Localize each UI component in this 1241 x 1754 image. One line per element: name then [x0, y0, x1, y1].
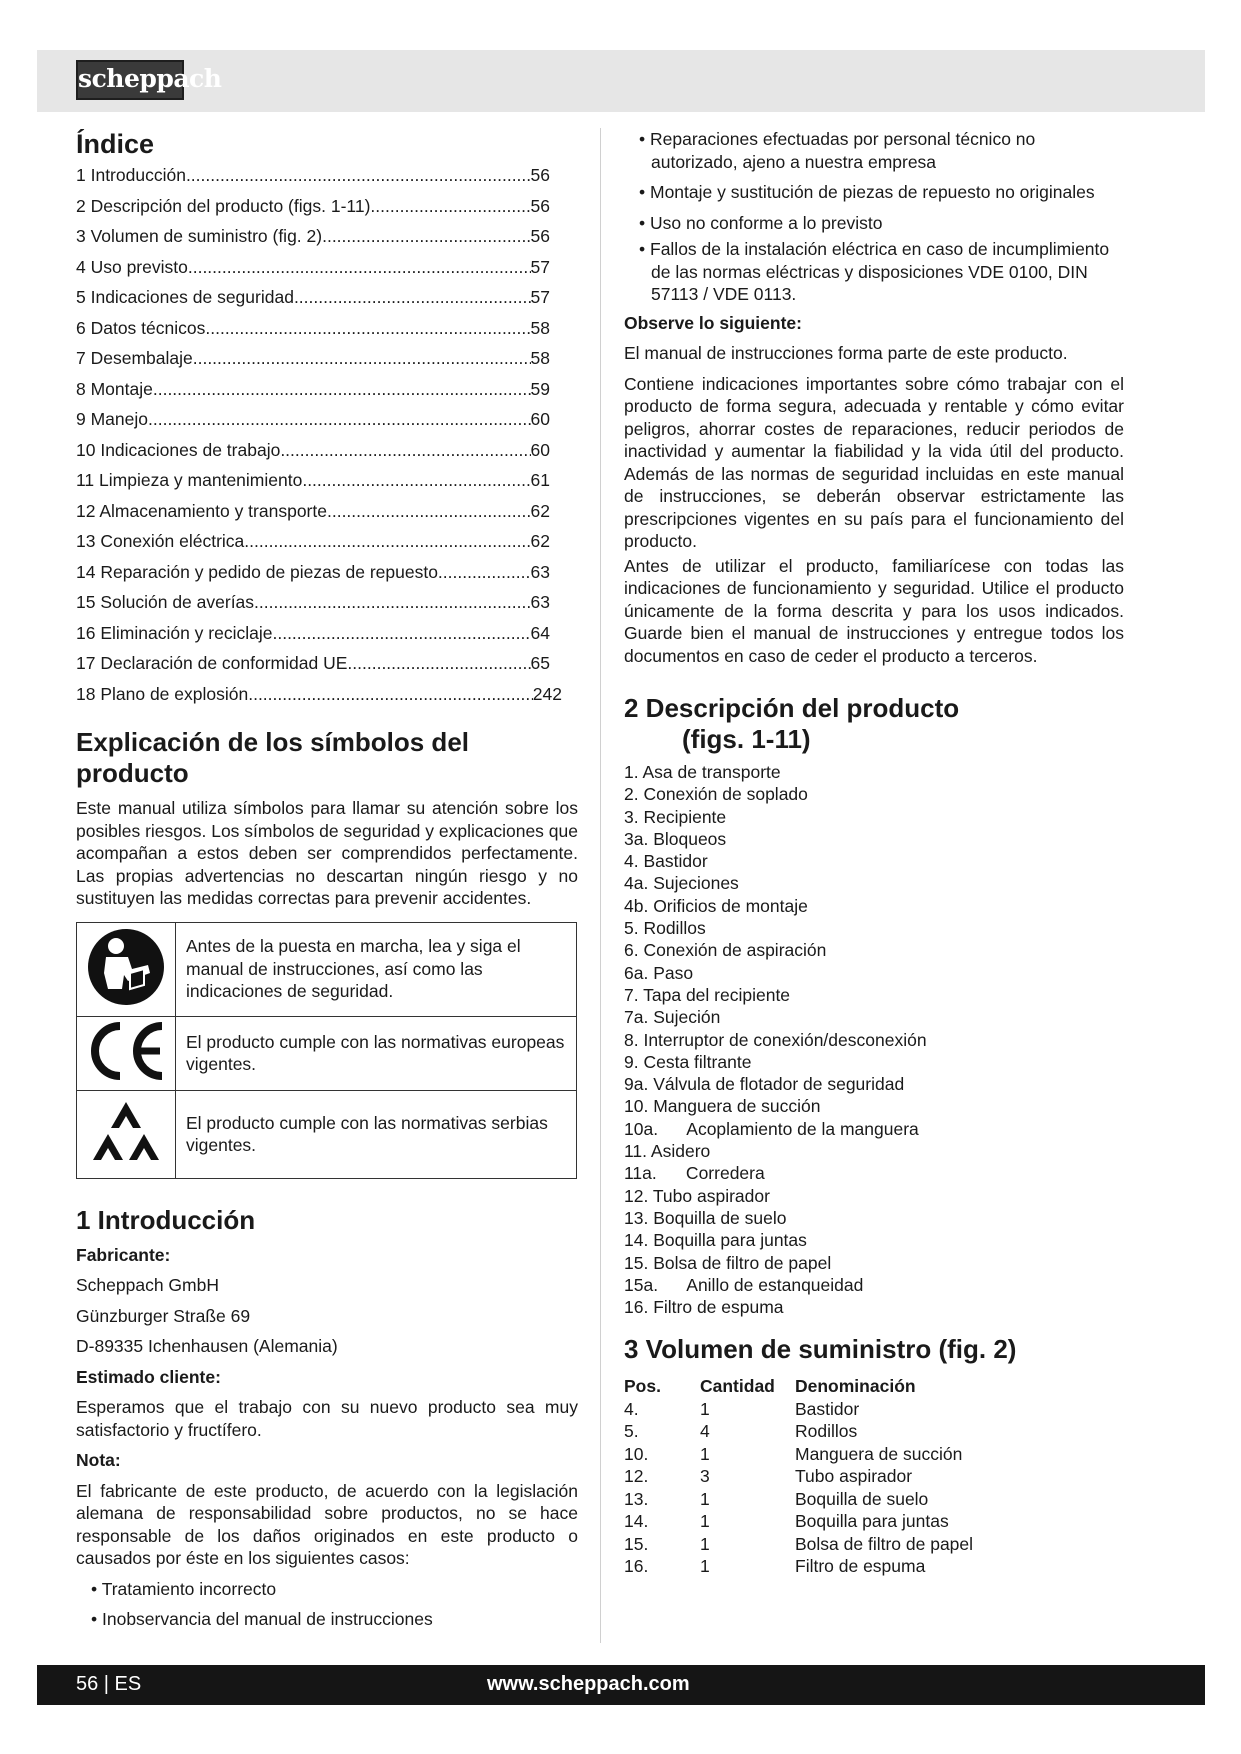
part-item: 12. Tubo aspirador — [624, 1185, 770, 1206]
part-item: 4a. Sujeciones — [624, 873, 739, 894]
toc-item-title: 9 Manejo — [76, 409, 148, 429]
part-item: 5. Rodillos — [624, 918, 706, 939]
toc-item[interactable] — [76, 347, 550, 378]
column-divider — [600, 128, 601, 1643]
delivery-table-body — [624, 1398, 973, 1578]
page-number: 56 | ES — [76, 1673, 142, 1695]
toc-item[interactable] — [76, 317, 550, 348]
part-item: 6a. Paso — [624, 962, 694, 983]
table-cell: 13. — [624, 1488, 649, 1509]
symbol-row — [77, 1016, 577, 1090]
toc-item-page: 57 — [530, 287, 550, 307]
observe-paragraph: El manual de instrucciones forma parte de este producto. — [624, 343, 1068, 363]
table-cell: 1 — [700, 1556, 710, 1577]
column-header: Cantidad — [700, 1376, 775, 1397]
part-item: 3a. Bloqueos — [624, 828, 727, 849]
liability-cases-list — [76, 1578, 578, 1631]
toc-leader-dots — [438, 561, 531, 592]
toc-leader-dots — [327, 500, 531, 531]
toc-item-page: 56 — [530, 195, 550, 216]
toc-leader-dots — [294, 286, 531, 317]
delivery-table — [624, 1375, 973, 1578]
toc-item-title: 15 Solución de averías — [76, 592, 255, 612]
toc-item-title: 10 Indicaciones de trabajo — [76, 439, 281, 460]
observe-paragraph: Contiene indicaciones importantes sobre cómo trabajar con el producto de forma segura, adecuada y rentable y cómo evitar peligros, ahorrar costes de reparaciones, reducir periodos de inactividad y aumentar la fiabilidad y la vida útil del producto. Además de las normas de seguridad incluidas en este manual de instrucciones, se deberán observar estrictamente las prescripciones vigentes en su país para el funcionamiento del producto. — [624, 373, 1124, 551]
part-item: 16. Filtro de espuma — [624, 1297, 784, 1318]
table-cell: 1 — [700, 1488, 710, 1509]
list-item: • Reparaciones efectuadas por personal técnico no autorizado, ajeno a nuestra empresa — [624, 128, 1124, 173]
list-item: • Tratamiento incorrecto — [76, 1578, 578, 1601]
intro-title: 1 Introducción — [76, 1204, 256, 1235]
toc-leader-dots — [370, 195, 530, 226]
toc-item-title: 8 Montaje — [76, 378, 153, 399]
toc-item[interactable] — [76, 683, 562, 714]
table-cell: 15. — [624, 1533, 649, 1554]
list-item: • Uso no conforme a lo previsto — [624, 212, 1124, 235]
part-item: 11. Asidero — [624, 1141, 711, 1162]
toc-item[interactable] — [76, 591, 550, 622]
toc-item[interactable] — [76, 286, 550, 317]
part-item: 15a. Anillo de estanqueidad — [624, 1274, 864, 1295]
toc-item-page: 64 — [530, 622, 550, 643]
note-text: El fabricante de este producto, de acuerdo con la legislación alemana de responsabilidad sobre productos, no se hace responsable de los daños originados en este producto o causados por éste en los siguientes casos: — [76, 1480, 578, 1568]
liability-cases-list-continued — [624, 128, 1124, 306]
toc-item-page: 65 — [530, 653, 550, 673]
table-cell: Manguera de succión — [795, 1443, 963, 1464]
toc-item[interactable] — [76, 164, 550, 195]
toc-item-title: 16 Eliminación y reciclaje — [76, 622, 273, 643]
part-item: 1. Asa de transporte — [624, 762, 781, 782]
toc-item-title: 5 Indicaciones de seguridad — [76, 287, 294, 307]
toc-item-page: 62 — [530, 500, 550, 521]
ce-mark-icon — [77, 1016, 176, 1090]
table-cell: 1 — [700, 1398, 710, 1419]
toc-item[interactable] — [76, 469, 550, 500]
toc-item-page: 56 — [530, 165, 550, 185]
part-item: 3. Recipiente — [624, 806, 727, 827]
website-link[interactable]: www.scheppach.com — [487, 1673, 690, 1695]
table-row — [624, 1443, 973, 1466]
table-cell: 3 — [700, 1466, 710, 1487]
toc-item-page: 63 — [530, 592, 550, 612]
customer-text: Esperamos que el trabajo con su nuevo producto sea muy satisfactorio y fructífero. — [76, 1397, 578, 1440]
table-row — [624, 1533, 973, 1556]
manufacturer-label: Fabricante: — [76, 1244, 171, 1265]
serbian-conformity-icon — [77, 1090, 176, 1178]
table-row — [624, 1398, 973, 1421]
toc-item[interactable] — [76, 256, 550, 287]
toc-item-page: 56 — [530, 226, 550, 246]
toc-item[interactable] — [76, 561, 550, 592]
table-cell: 10. — [624, 1443, 649, 1464]
table-cell: 4. — [624, 1398, 639, 1419]
table-cell: 5. — [624, 1421, 639, 1442]
toc-leader-dots — [244, 530, 530, 561]
toc-item-title: 12 Almacenamiento y transporte — [76, 500, 327, 521]
toc-leader-dots — [153, 378, 531, 409]
list-item: • Montaje y sustitución de piezas de repuesto no originales — [624, 181, 1124, 204]
toc-leader-dots — [280, 439, 530, 470]
table-row — [624, 1510, 973, 1533]
description-subtitle: (figs. 1-11) — [682, 724, 811, 754]
table-row — [624, 1555, 973, 1578]
toc-item-page: 58 — [530, 317, 550, 338]
toc-item[interactable] — [76, 622, 550, 653]
manufacturer-name: Scheppach GmbH — [76, 1275, 219, 1295]
part-item: 9. Cesta filtrante — [624, 1051, 752, 1072]
symbols-table — [76, 922, 577, 1179]
toc-item[interactable] — [76, 530, 550, 561]
part-item: 14. Boquilla para juntas — [624, 1230, 807, 1251]
table-cell: 14. — [624, 1511, 649, 1532]
customer-label: Estimado cliente: — [76, 1366, 221, 1387]
table-row — [624, 1465, 973, 1488]
symbols-intro: Este manual utiliza símbolos para llamar su atención sobre los posibles riesgos. Los símbolos de seguridad y explicaciones que acompañan a estos deben ser comprendidos perfectamente. Las propias advertencias no descartan ningún riesgo y no sustituyen las medidas correctas para prevenir accidentes. — [76, 798, 578, 908]
symbol-description: Antes de la puesta en marcha, lea y siga el manual de instrucciones, así como las indicaciones de seguridad. — [176, 922, 577, 1016]
toc-item-title: 3 Volumen de suministro (fig. 2) — [76, 226, 323, 246]
toc-item-page: 60 — [530, 409, 550, 429]
toc-item[interactable] — [76, 408, 550, 439]
part-item: 7a. Sujeción — [624, 1007, 721, 1028]
toc-leader-dots — [188, 256, 531, 287]
toc-item[interactable] — [76, 500, 550, 531]
table-cell: 1 — [700, 1443, 710, 1464]
toc-leader-dots — [302, 469, 530, 500]
part-item: 10. Manguera de succión — [624, 1096, 821, 1117]
table-cell: 4 — [700, 1421, 710, 1442]
part-item: 6. Conexión de aspiración — [624, 940, 827, 961]
table-cell: Bastidor — [795, 1398, 860, 1419]
symbol-description: El producto cumple con las normativas europeas vigentes. — [176, 1016, 577, 1090]
toc-leader-dots — [347, 652, 530, 683]
toc-item-page: 60 — [530, 439, 550, 460]
part-item: 11a. Corredera — [624, 1163, 765, 1184]
parts-list — [624, 761, 1124, 1318]
toc-item-title: 11 Limpieza y mantenimiento — [76, 470, 303, 490]
table-cell: 1 — [700, 1533, 710, 1554]
toc-item-title: 17 Declaración de conformidad UE — [76, 653, 348, 673]
part-item: 8. Interruptor de conexión/desconexión — [624, 1029, 927, 1050]
table-cell: 12. — [624, 1466, 649, 1487]
table-cell: Rodillos — [795, 1421, 858, 1442]
list-item: • Inobservancia del manual de instrucciones — [76, 1608, 578, 1631]
toc-item-title: 1 Introducción — [76, 165, 186, 185]
toc-item-page: 59 — [530, 378, 550, 399]
toc-leader-dots — [205, 317, 530, 348]
toc-list — [76, 164, 578, 713]
delivery-title: 3 Volumen de suministro (fig. 2) — [624, 1334, 1017, 1365]
toc-item[interactable] — [76, 439, 550, 470]
observe-paragraph: Antes de utilizar el producto, familiarícese con todas las indicaciones de funcionamiento y seguridad. Utilice el producto únicamente de la forma descrita y para los usos indicados. Guarde bien el manual de instrucciones y entregue todos los documentos en caso de ceder el producto a terceros. — [624, 555, 1124, 666]
toc-item-title: 7 Desembalaje — [76, 348, 193, 368]
toc-item[interactable] — [76, 652, 550, 683]
table-row — [624, 1488, 973, 1511]
table-cell: Boquilla de suelo — [795, 1488, 929, 1509]
toc-item-page: 61 — [530, 470, 550, 490]
part-item: 4. Bastidor — [624, 851, 708, 872]
table-cell: Boquilla para juntas — [795, 1511, 949, 1532]
toc-item[interactable] — [76, 225, 550, 256]
part-item: 2. Conexión de soplado — [624, 784, 808, 805]
part-item: 13. Boquilla de suelo — [624, 1207, 787, 1228]
part-item: 15. Bolsa de filtro de papel — [624, 1252, 832, 1273]
toc-item[interactable] — [76, 378, 550, 409]
symbol-description: El producto cumple con las normativas serbias vigentes. — [176, 1090, 577, 1178]
part-item: 4b. Orificios de montaje — [624, 895, 808, 916]
description-title: 2 Descripción del producto — [624, 693, 960, 723]
table-cell: 16. — [624, 1556, 649, 1577]
read-manual-icon — [77, 922, 176, 1016]
observe-label: Observe lo siguiente: — [624, 312, 802, 333]
toc-item-page: 58 — [530, 348, 550, 368]
table-header-row — [624, 1375, 973, 1398]
manufacturer-city: D-89335 Ichenhausen (Alemania) — [76, 1336, 338, 1356]
page-footer — [37, 1665, 1205, 1705]
symbols-title: Explicación de los símbolos del producto — [76, 727, 469, 788]
part-item: 9a. Válvula de flotador de seguridad — [624, 1074, 905, 1095]
toc-item-title: 13 Conexión eléctrica — [76, 531, 245, 551]
toc-item-page: 63 — [530, 561, 550, 582]
part-item: 10a. Acoplamiento de la manguera — [624, 1118, 919, 1139]
table-cell: Filtro de espuma — [795, 1556, 926, 1577]
scheppach-logo: scheppach — [76, 60, 184, 100]
toc-leader-dots — [272, 622, 530, 653]
manufacturer-street: Günzburger Straße 69 — [76, 1305, 251, 1326]
toc-leader-dots — [254, 591, 530, 622]
page-header — [37, 50, 1205, 112]
toc-item-page: 242 — [532, 683, 562, 704]
toc-leader-dots — [322, 225, 530, 256]
toc-item[interactable] — [76, 195, 550, 226]
toc-item-page: 62 — [530, 531, 550, 551]
left-column — [76, 128, 578, 1631]
toc-leader-dots — [186, 164, 531, 195]
right-column — [624, 128, 1124, 1578]
table-cell: 1 — [700, 1511, 710, 1532]
part-item: 7. Tapa del recipiente — [624, 984, 791, 1005]
list-item: • Fallos de la instalación eléctrica en caso de incumplimiento de las normas eléctricas y disposiciones VDE 0100, DIN 57113 / VDE 0113. — [624, 238, 1124, 306]
toc-item-title: 14 Reparación y pedido de piezas de repuesto — [76, 561, 438, 582]
toc-title: Índice — [76, 129, 155, 159]
table-row — [624, 1420, 973, 1443]
symbol-row — [77, 1090, 577, 1178]
toc-item-title: 4 Uso previsto — [76, 256, 188, 277]
toc-leader-dots — [193, 347, 531, 378]
toc-item-page: 57 — [530, 256, 550, 277]
note-label: Nota: — [76, 1450, 121, 1470]
table-cell: Tubo aspirador — [795, 1466, 913, 1487]
toc-leader-dots — [248, 683, 533, 714]
toc-item-title: 18 Plano de explosión — [76, 683, 249, 704]
toc-item-title: 6 Datos técnicos — [76, 317, 206, 338]
column-header: Pos. — [624, 1376, 661, 1397]
symbol-row — [77, 922, 577, 1016]
column-header: Denominación — [795, 1376, 916, 1397]
toc-item-title: 2 Descripción del producto (figs. 1-11) — [76, 195, 371, 216]
toc-leader-dots — [148, 408, 531, 439]
table-cell: Bolsa de filtro de papel — [795, 1533, 974, 1554]
